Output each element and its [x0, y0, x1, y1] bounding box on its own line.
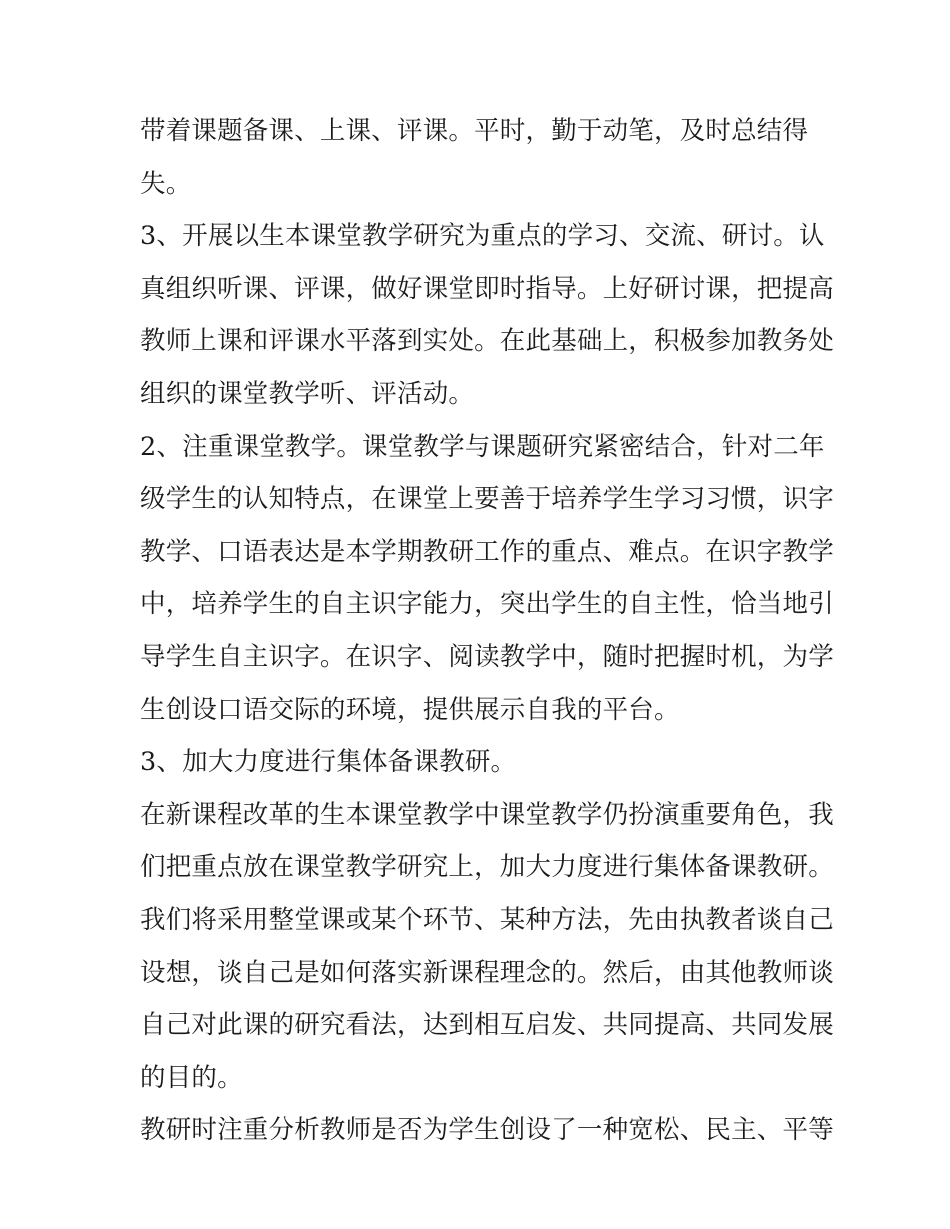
- text-line: 教研时注重分析教师是否为学生创设了一种宽松、民主、平等: [140, 1115, 834, 1146]
- paragraph-item-3-collective: [140, 736, 820, 789]
- paragraph-new-curriculum: [140, 789, 834, 1105]
- text-line: 失。: [140, 168, 192, 199]
- text-line: 自己对此课的研究看法，达到相互启发、共同提高、共同发展: [140, 1010, 834, 1041]
- paragraph-item-2-classroom: [140, 421, 834, 737]
- text-line: 级学生的认知特点，在课堂上要善于培养学生学习习惯，识字: [140, 484, 834, 515]
- text-line: 组织的课堂教学听、评活动。: [140, 378, 475, 409]
- text-line: 2、注重课堂教学。课堂教学与课题研究紧密结合，针对二年: [140, 431, 825, 462]
- text-line: 我们将采用整堂课或某个环节、某种方法，先由执教者谈自己: [140, 904, 834, 935]
- text-line: 导学生自主识字。在识字、阅读教学中，随时把握时机，为学: [140, 641, 834, 672]
- text-line: 生创设口语交际的环境，提供展示自我的平台。: [140, 694, 680, 725]
- text-line: 带着课题备课、上课、评课。平时，勤于动笔，及时总结得: [140, 116, 809, 146]
- text-line: 真组织听课、评课，做好课堂即时指导。上好研讨课，把提高: [140, 273, 834, 304]
- text-line: 教师上课和评课水平落到实处。在此基础上，积极参加教务处: [140, 326, 834, 357]
- body-text: [140, 105, 834, 1157]
- text-line: 教学、口语表达是本学期教研工作的重点、难点。在识字教学: [140, 536, 834, 567]
- paragraph-analysis: [140, 1104, 834, 1157]
- text-line: 们把重点放在课堂教学研究上，加大力度进行集体备课教研。: [140, 852, 834, 883]
- paragraph-item-3-research: [140, 210, 834, 420]
- text-line: 的目的。: [140, 1062, 243, 1093]
- text-line: 在新课程改革的生本课堂教学中课堂教学仍扮演重要角色，我: [140, 799, 834, 830]
- text-line: 3、加大力度进行集体备课教研。: [140, 747, 517, 778]
- paragraph-lesson-prep: [140, 105, 820, 210]
- text-line: 中，培养学生的自主识字能力，突出学生的自主性，恰当地引: [140, 589, 834, 620]
- text-line: 3、开展以生本课堂教学研究为重点的学习、交流、研讨。认: [140, 221, 825, 252]
- text-line: 设想，谈自己是如何落实新课程理念的。然后，由其他教师谈: [140, 957, 834, 988]
